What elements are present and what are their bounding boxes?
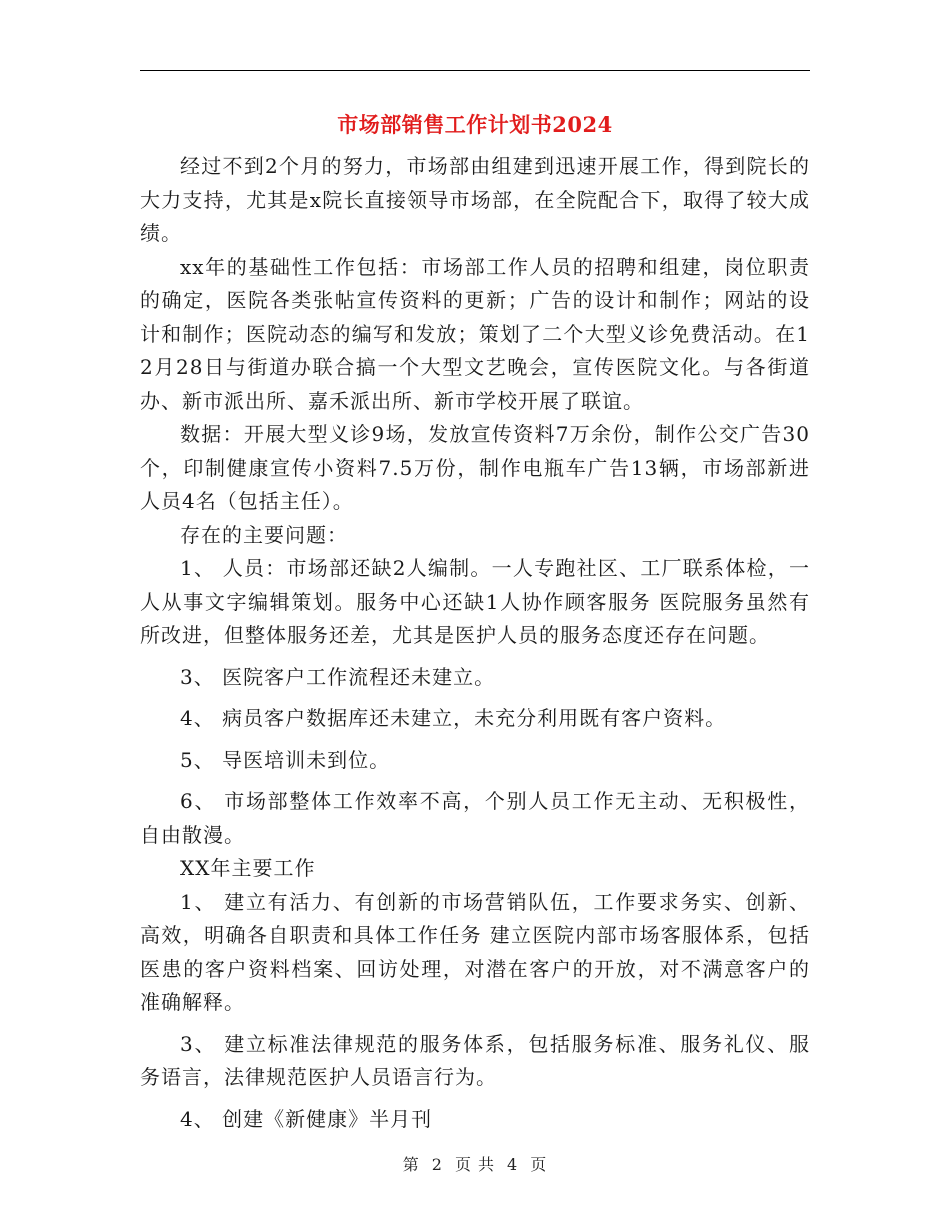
paragraph-main-work-heading: XX年主要工作 <box>180 856 316 880</box>
paragraph-work-1: 1、 建立有活力、有创新的市场营销队伍，工作要求务实、创新、高效，明确各自职责和具体工作任务 建立医院内部市场客服体系，包括医患的客户资料档案、回访处理，对潜在客户的开放，对不满意客户的准确解释。 <box>140 889 810 1014</box>
footer-middle: 页 共 <box>454 1155 496 1174</box>
footer-current-page: 2 <box>431 1155 443 1174</box>
paragraph-basic-work: xx年的基础性工作包括：市场部工作人员的招聘和组建，岗位职责的确定，医院各类张帖宣传资料的更新；广告的设计和制作；网站的设计和制作；医院动态的编写和发放；策划了二个大型义诊免费活动。在12月28日与街道办联合搞一个大型文艺晚会，宣传医院文化。与各街道办、新市派出所、嘉禾派出所、新市学校开展了联谊。 <box>140 254 810 413</box>
footer-suffix: 页 <box>530 1155 548 1174</box>
paragraph-issues-heading: 存在的主要问题： <box>180 522 348 547</box>
paragraph-work-4: 4、 创建《新健康》半月刊 <box>180 1106 433 1131</box>
footer-total-pages: 4 <box>507 1155 519 1174</box>
paragraph-issue-1: 1、 人员：市场部还缺2人编制。一人专跑社区、工厂联系体检，一人从事文字编辑策划。服务中心还缺1人协作顾客服务 医院服务虽然有所改进，但整体服务还差，尤其是医护人员的服务态度还存在问题。 <box>140 556 810 647</box>
document-body <box>140 150 810 1136</box>
paragraph-issue-4: 4、 病员客户数据库还未建立，未充分利用既有客户资料。 <box>180 706 727 730</box>
paragraph-issue-3: 3、 医院客户工作流程还未建立。 <box>180 664 496 689</box>
paragraph-data: 数据：开展大型义诊9场，发放宣传资料7万余份，制作公交广告30个，印制健康宣传小资料7.5万份，制作电瓶车广告13辆，市场部新进人员4名（包括主任）。 <box>140 422 810 513</box>
paragraph-intro: 经过不到2个月的努力，市场部由组建到迅速开展工作，得到院长的大力支持，尤其是x院长直接领导市场部，在全院配合下，取得了较大成绩。 <box>140 154 810 245</box>
paragraph-issue-5: 5、 导医培训未到位。 <box>180 747 391 772</box>
paragraph-issue-6: 6、 市场部整体工作效率不高，个别人员工作无主动、无积极性，自由散漫。 <box>140 789 810 847</box>
footer-prefix: 第 <box>402 1155 420 1174</box>
paragraph-work-3: 3、 建立标准法律规范的服务体系，包括服务标准、服务礼仪、服务语言，法律规范医护人员语言行为。 <box>140 1031 810 1089</box>
page-footer <box>0 1152 950 1175</box>
header-rule <box>140 70 810 71</box>
document-title: 市场部销售工作计划书2024 <box>337 112 613 137</box>
